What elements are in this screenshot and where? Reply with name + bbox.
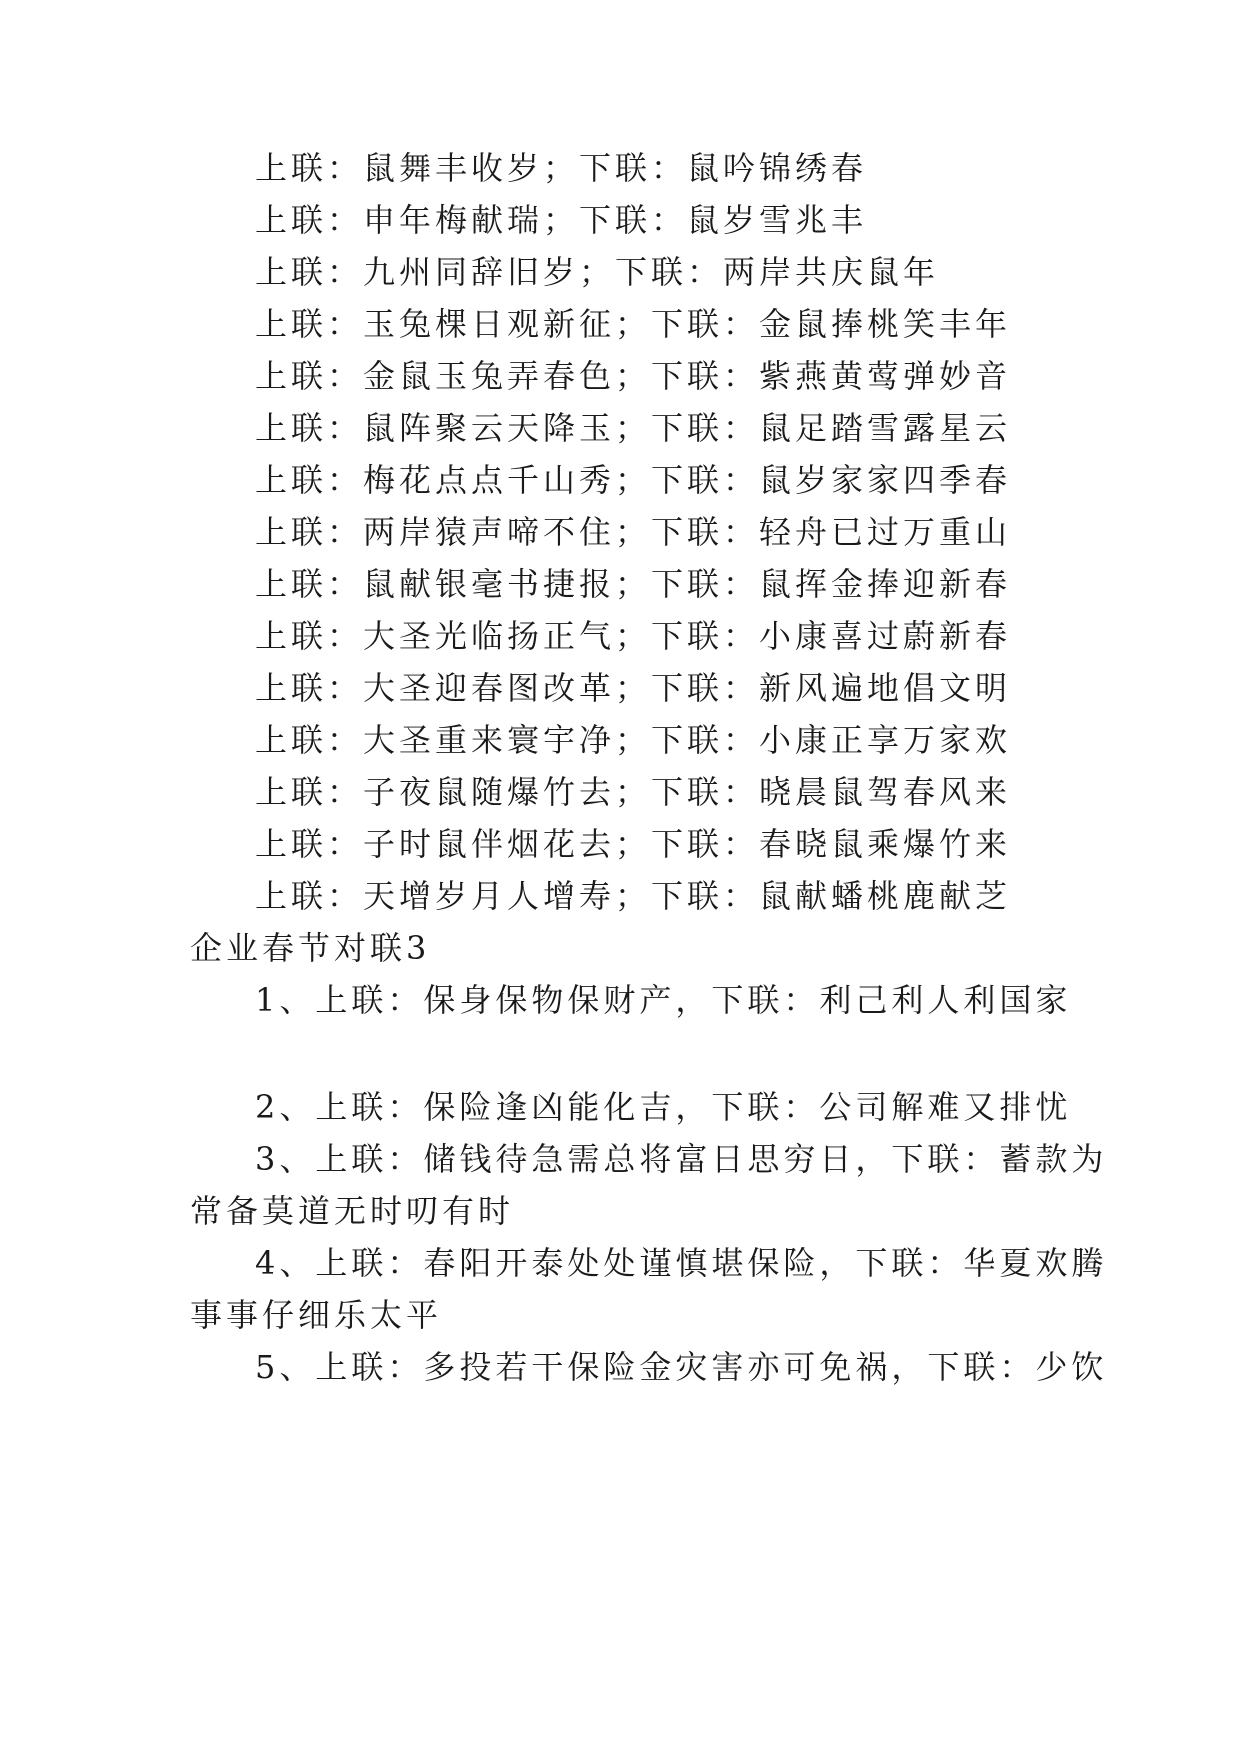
couplet-line: 上联：子时鼠伴烟花去；下联：春晓鼠乘爆竹来	[255, 825, 1012, 863]
couplet-line: 上联：玉兔棵日观新征；下联：金鼠捧桃笑丰年	[255, 305, 1012, 343]
couplet-line: 上联：大圣光临扬正气；下联：小康喜过蔚新春	[255, 617, 1012, 655]
couplet-line: 上联：鼠舞丰收岁；下联：鼠吟锦绣春	[255, 149, 868, 187]
couplet-line: 上联：大圣迎春图改革；下联：新风遍地倡文明	[255, 669, 1012, 707]
enterprise-couplet-line: 1、上联：保身保物保财产，下联：利己利人利国家	[255, 981, 1072, 1019]
enterprise-couplet-line: 3、上联：储钱待急需总将富日思穷日，下联：蓄款为	[255, 1140, 1108, 1178]
enterprise-couplet-line: 5、上联：多投若干保险金灾害亦可免祸，下联：少饮	[255, 1348, 1108, 1386]
couplet-line: 上联：九州同辞旧岁；下联：两岸共庆鼠年	[255, 253, 940, 291]
couplet-line: 上联：梅花点点千山秀；下联：鼠岁家家四季春	[255, 461, 1012, 499]
enterprise-couplet-continuation: 常备莫道无时叨有时	[190, 1192, 515, 1230]
couplet-line: 上联：鼠阵聚云天降玉；下联：鼠足踏雪露星云	[255, 409, 1012, 447]
couplet-line: 上联：两岸猿声啼不住；下联：轻舟已过万重山	[255, 513, 1012, 551]
couplet-line: 上联：天增岁月人增寿；下联：鼠献蟠桃鹿献芝	[255, 877, 1012, 915]
couplet-line: 上联：子夜鼠随爆竹去；下联：晓晨鼠驾春风来	[255, 773, 1012, 811]
couplet-line: 上联：鼠献银毫书捷报；下联：鼠挥金捧迎新春	[255, 565, 1012, 603]
enterprise-couplet-line: 4、上联：春阳开泰处处谨慎堪保险，下联：华夏欢腾	[255, 1244, 1108, 1282]
couplet-line: 上联：大圣重来寰宇净；下联：小康正享万家欢	[255, 721, 1012, 759]
enterprise-couplet-continuation: 事事仔细乐太平	[190, 1296, 443, 1334]
couplet-line: 上联：申年梅献瑞；下联：鼠岁雪兆丰	[255, 201, 868, 239]
section-heading: 企业春节对联3	[190, 929, 431, 967]
couplet-line: 上联：金鼠玉兔弄春色；下联：紫燕黄莺弹妙音	[255, 357, 1012, 395]
enterprise-couplet-line: 2、上联：保险逢凶能化吉，下联：公司解难又排忧	[255, 1088, 1072, 1126]
